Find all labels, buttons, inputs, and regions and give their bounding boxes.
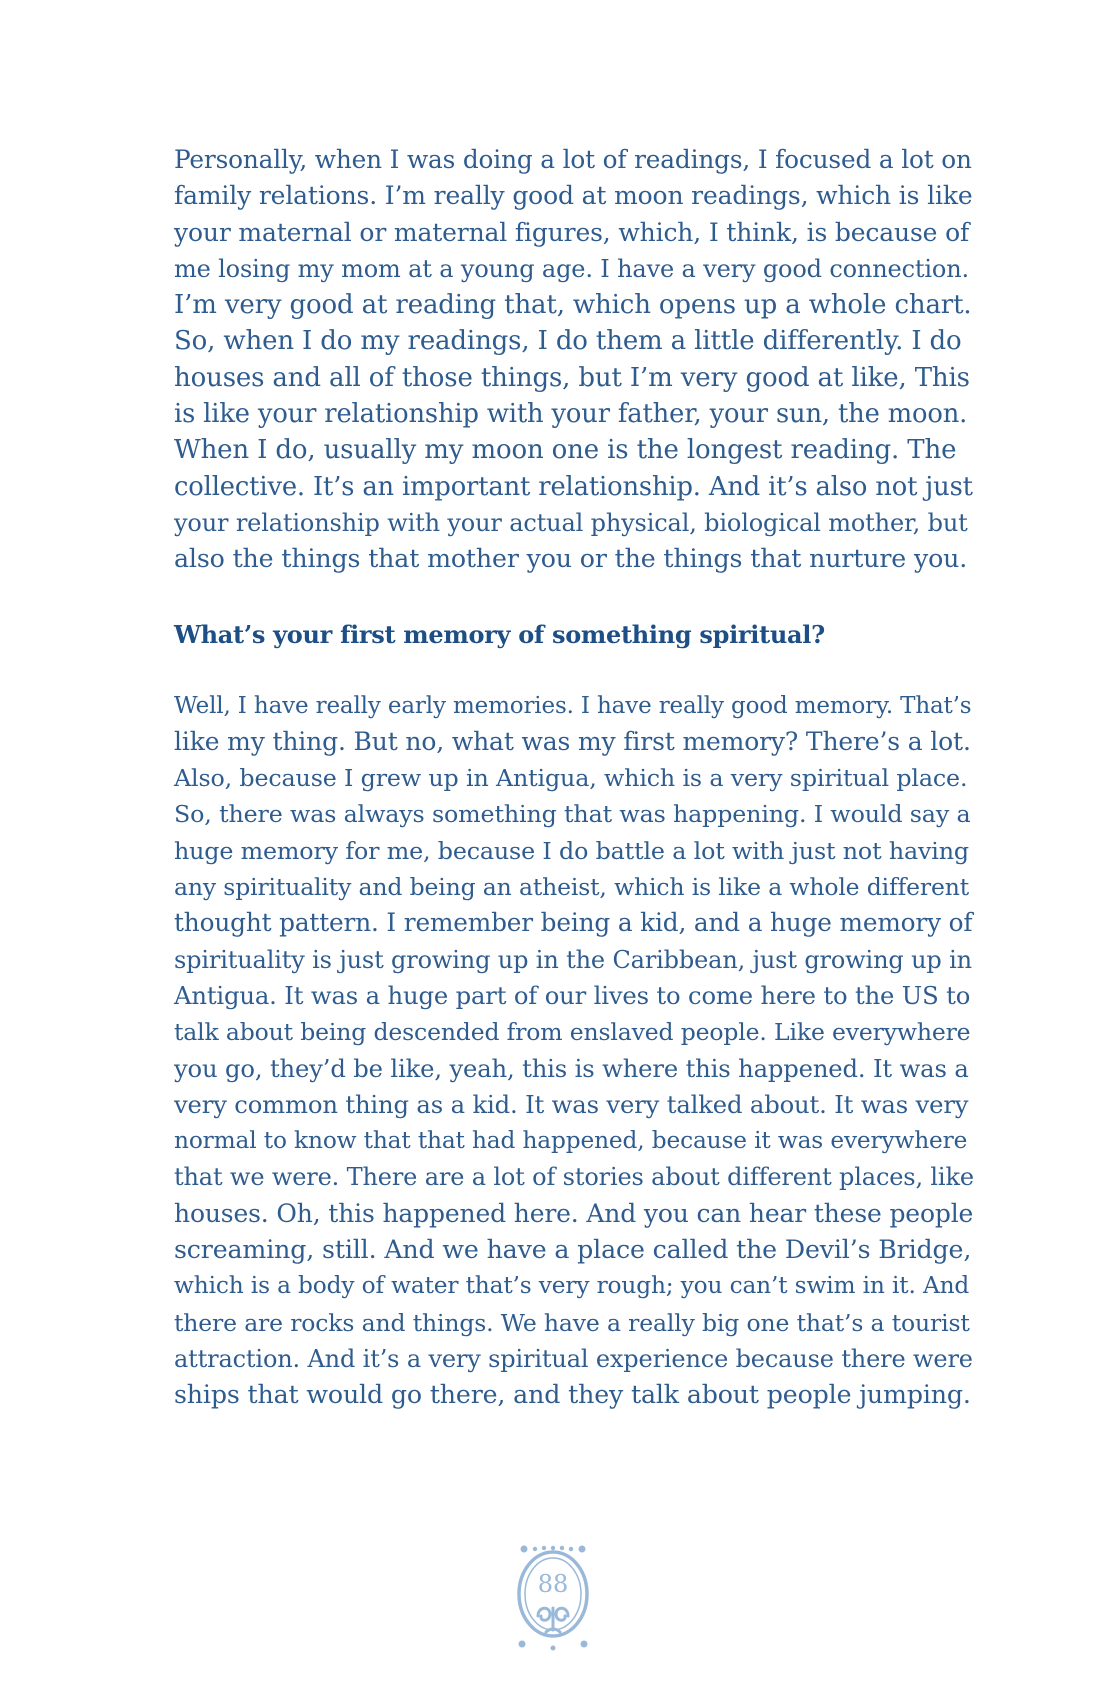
text-line: normal to know that that had happened, because it was everywhere — [174, 1127, 968, 1155]
answer-paragraph-1 — [174, 142, 973, 578]
text-line: me losing my mom at a young age. I have a very good connection. — [174, 254, 969, 283]
text-line: like my thing. But no, what was my first memory? There’s a lot. — [174, 726, 971, 756]
text-line: thought pattern. I remember being a kid, and a huge memory of — [174, 908, 973, 938]
text-line: any spirituality and being an atheist, which is like a whole different — [174, 873, 969, 902]
text-line: which is a body of water that’s very rough; you can’t swim in it. And — [174, 1272, 970, 1300]
text-line: I’m very good at reading that, which opens up a whole chart. — [174, 290, 972, 321]
text-line: collective. It’s an important relationship. And it’s also not just — [174, 471, 973, 502]
text-line: houses and all of those things, but I’m very good at like, This — [174, 362, 970, 393]
page-number: 88 — [537, 1570, 569, 1598]
text-line: screaming, still. And we have a place called the Devil’s Bridge, — [174, 1235, 972, 1265]
text-line: ships that would go there, and they talk about people jumping. — [174, 1380, 971, 1410]
text-line: very common thing as a kid. It was very talked about. It was very — [174, 1089, 969, 1119]
answer-paragraph-2 — [174, 688, 974, 1414]
page-content — [174, 142, 974, 1414]
text-line: your maternal or maternal figures, which, I think, is because of — [174, 217, 970, 247]
text-line: Well, I have really early memories. I have really good memory. That’s — [174, 692, 972, 719]
text-line: that we were. There are a lot of stories about different places, like — [174, 1163, 974, 1192]
text-line: spirituality is just growing up in the Caribbean, just growing up in — [174, 945, 972, 974]
text-line: So, there was always something that was happening. I would say a — [174, 800, 971, 829]
text-line: Antigua. It was a huge part of our lives to come here to the US to — [174, 980, 971, 1010]
text-line: attraction. And it’s a very spiritual experience because there were — [174, 1344, 973, 1373]
text-line: there are rocks and things. We have a really big one that’s a tourist — [174, 1308, 970, 1337]
text-line: When I do, usually my moon one is the longest reading. The — [174, 435, 957, 466]
text-line: huge memory for me, because I do battle a lot with just not having — [174, 836, 969, 865]
ornament-icon — [510, 1544, 596, 1654]
text-line: you go, they’d be like, yeah, this is where this happened. It was a — [174, 1053, 969, 1083]
interview-question-heading: What’s your first memory of something spiritual? — [174, 619, 825, 649]
text-line: Also, because I grew up in Antigua, which is a very spiritual place. — [174, 764, 968, 793]
text-line: also the things that mother you or the things that nurture you. — [174, 544, 968, 574]
text-line: your relationship with your actual physical, biological mother, but — [174, 508, 968, 537]
page-number-ornament — [510, 1544, 596, 1654]
text-line: family relations. I’m really good at moon readings, which is like — [174, 181, 973, 211]
text-line: talk about being descended from enslaved people. Like everywhere — [174, 1018, 971, 1047]
text-line: houses. Oh, this happened here. And you can hear these people — [174, 1198, 974, 1228]
text-line: Personally, when I was doing a lot of readings, I focused a lot on — [174, 145, 972, 174]
text-line: So, when I do my readings, I do them a little differently. I do — [174, 326, 962, 357]
text-line: is like your relationship with your father, your sun, the moon. — [174, 399, 968, 430]
